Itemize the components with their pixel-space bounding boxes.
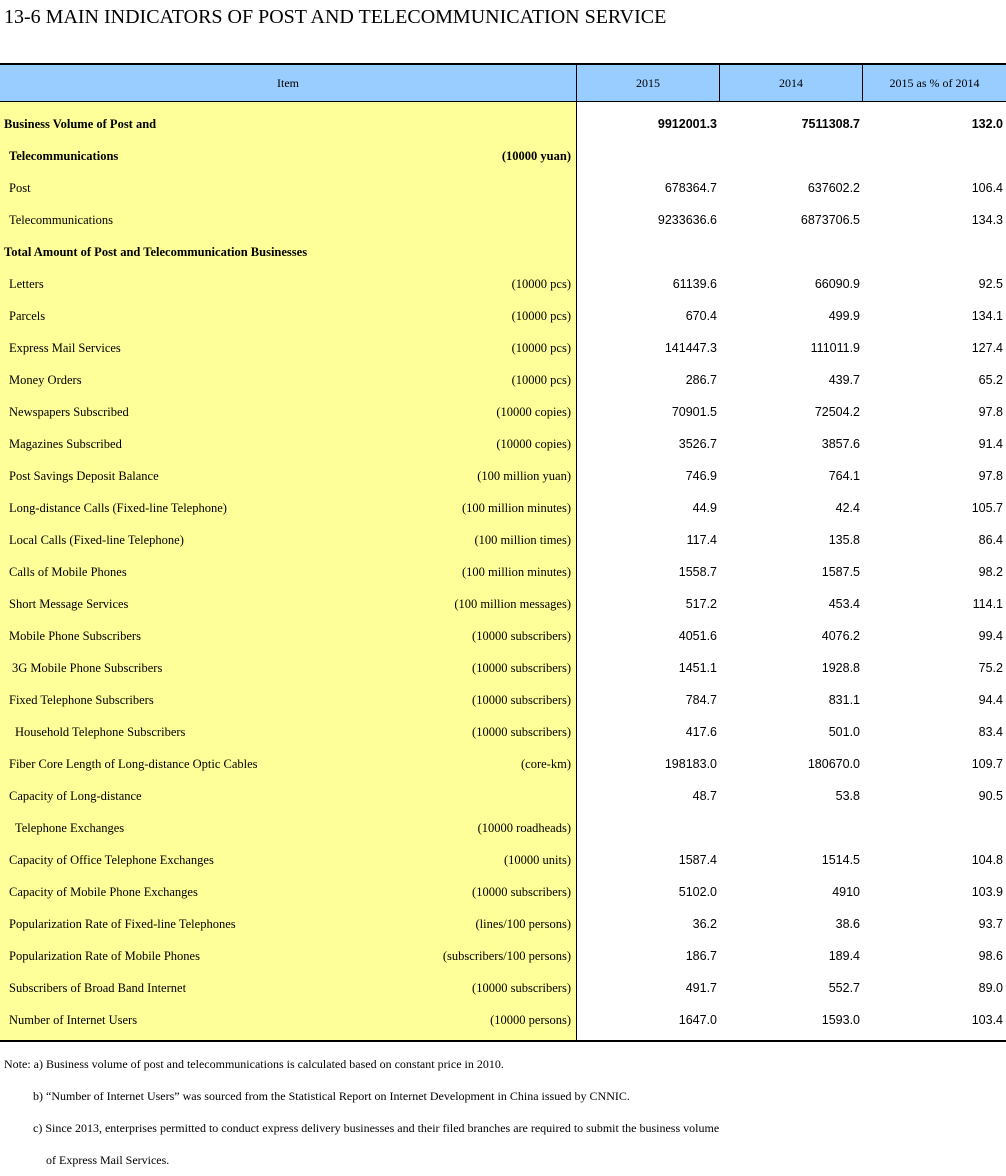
row-label: Newspapers Subscribed bbox=[9, 405, 129, 419]
table-row bbox=[0, 556, 1006, 588]
table-row bbox=[0, 332, 1006, 364]
value-2015: 1587.4 bbox=[678, 853, 717, 867]
table-row bbox=[0, 460, 1006, 492]
note-c: c) Since 2013, enterprises permitted to conduct express delivery businesses and their filed branches are required to submit the business volume bbox=[33, 1121, 720, 1135]
table-row bbox=[0, 1004, 1006, 1036]
table-row bbox=[0, 748, 1006, 780]
row-unit: (core-km) bbox=[521, 757, 571, 771]
table-row bbox=[0, 684, 1006, 716]
value-2014: 1928.8 bbox=[821, 661, 860, 675]
table-row bbox=[0, 844, 1006, 876]
row-label: Local Calls (Fixed-line Telephone) bbox=[9, 533, 184, 547]
value-2015: 61139.6 bbox=[672, 277, 717, 291]
value-pct: 134.1 bbox=[971, 309, 1003, 323]
value-pct: 91.4 bbox=[978, 437, 1003, 451]
row-unit: (10000 subscribers) bbox=[472, 693, 571, 707]
row-unit: (subscribers/100 persons) bbox=[442, 949, 571, 963]
value-2015: 9233636.6 bbox=[657, 213, 717, 227]
row-unit: (10000 subscribers) bbox=[472, 725, 571, 739]
value-2015: 491.7 bbox=[685, 981, 717, 995]
table-row bbox=[0, 172, 1006, 204]
value-pct: 75.2 bbox=[978, 661, 1003, 675]
value-2014: 1593.0 bbox=[821, 1013, 860, 1027]
value-2014: 53.8 bbox=[835, 789, 860, 803]
value-pct: 94.4 bbox=[978, 693, 1003, 707]
row-label: Magazines Subscribed bbox=[9, 437, 122, 451]
table-row bbox=[0, 780, 1006, 812]
row-label: Calls of Mobile Phones bbox=[9, 565, 127, 579]
row-unit: (10000 subscribers) bbox=[472, 661, 571, 675]
value-pct: 97.8 bbox=[978, 469, 1003, 483]
row-label: Capacity of Mobile Phone Exchanges bbox=[9, 885, 198, 899]
value-pct: 106.4 bbox=[971, 181, 1003, 195]
row-unit: (10000 subscribers) bbox=[472, 981, 571, 995]
table-row bbox=[0, 812, 1006, 844]
value-2015: 70901.5 bbox=[671, 405, 717, 419]
value-2015: 1558.7 bbox=[678, 565, 717, 579]
row-unit: (10000 copies) bbox=[496, 405, 571, 419]
value-pct: 109.7 bbox=[971, 757, 1003, 771]
row-label: Total Amount of Post and Telecommunication Businesses bbox=[4, 245, 308, 259]
row-label: 3G Mobile Phone Subscribers bbox=[12, 661, 163, 675]
table-row bbox=[0, 652, 1006, 684]
value-pct: 98.2 bbox=[978, 565, 1003, 579]
row-label: Post bbox=[9, 181, 31, 195]
row-unit: (100 million minutes) bbox=[461, 501, 571, 515]
row-label: Mobile Phone Subscribers bbox=[9, 629, 141, 643]
value-pct: 99.4 bbox=[978, 629, 1003, 643]
value-pct: 65.2 bbox=[978, 373, 1003, 387]
row-unit: (lines/100 persons) bbox=[475, 917, 571, 931]
row-unit: (10000 pcs) bbox=[511, 341, 571, 355]
value-2014: 453.4 bbox=[828, 597, 860, 611]
note-b: b) “Number of Internet Users” was sourced from the Statistical Report on Internet Development in China issued by CNNIC. bbox=[33, 1089, 630, 1103]
row-label: Long-distance Calls (Fixed-line Telephone) bbox=[9, 501, 227, 515]
value-2015: 670.4 bbox=[685, 309, 717, 323]
value-2014: 552.7 bbox=[828, 981, 860, 995]
value-pct: 93.7 bbox=[978, 917, 1003, 931]
table-row bbox=[0, 492, 1006, 524]
value-pct: 103.4 bbox=[971, 1013, 1003, 1027]
column-divider bbox=[719, 65, 720, 101]
header-pct: 2015 as % of 2014 bbox=[889, 76, 980, 90]
row-label: Capacity of Office Telephone Exchanges bbox=[9, 853, 214, 867]
row-unit: (10000 subscribers) bbox=[472, 885, 571, 899]
value-2014: 38.6 bbox=[835, 917, 860, 931]
value-pct: 104.8 bbox=[971, 853, 1003, 867]
value-2014: 499.9 bbox=[828, 309, 860, 323]
value-2014: 180670.0 bbox=[807, 757, 860, 771]
value-pct: 90.5 bbox=[978, 789, 1003, 803]
value-pct: 127.4 bbox=[971, 341, 1003, 355]
value-pct: 105.7 bbox=[971, 501, 1003, 515]
row-label: Number of Internet Users bbox=[9, 1013, 138, 1027]
value-2015: 198183.0 bbox=[664, 757, 717, 771]
table-row bbox=[0, 876, 1006, 908]
row-label: Parcels bbox=[9, 309, 46, 323]
value-2014: 1587.5 bbox=[821, 565, 860, 579]
row-unit: (10000 pcs) bbox=[511, 309, 571, 323]
value-2015: 1451.1 bbox=[678, 661, 717, 675]
row-label: Popularization Rate of Mobile Phones bbox=[9, 949, 200, 963]
value-2015: 36.2 bbox=[692, 917, 717, 931]
value-2015: 1647.0 bbox=[678, 1013, 717, 1027]
table-row bbox=[0, 940, 1006, 972]
row-label: Capacity of Long-distance bbox=[9, 789, 142, 803]
row-label: Post Savings Deposit Balance bbox=[9, 469, 159, 483]
value-2014: 501.0 bbox=[828, 725, 860, 739]
row-label: Subscribers of Broad Band Internet bbox=[9, 981, 187, 995]
row-label: Express Mail Services bbox=[9, 341, 121, 355]
table-row bbox=[0, 396, 1006, 428]
row-label: Business Volume of Post and bbox=[4, 117, 157, 131]
value-2015: 417.6 bbox=[685, 725, 717, 739]
row-unit: (10000 subscribers) bbox=[472, 629, 571, 643]
value-2015: 141447.3 bbox=[664, 341, 717, 355]
value-pct: 83.4 bbox=[978, 725, 1003, 739]
row-unit: (100 million minutes) bbox=[461, 565, 571, 579]
value-2014: 111011.9 bbox=[810, 341, 860, 355]
row-label: Telephone Exchanges bbox=[15, 821, 125, 835]
value-2014: 66090.9 bbox=[814, 277, 860, 291]
row-label: Telecommunications bbox=[9, 213, 113, 227]
table-row bbox=[0, 716, 1006, 748]
column-divider bbox=[862, 65, 863, 101]
value-2015: 4051.6 bbox=[678, 629, 717, 643]
value-2014: 72504.2 bbox=[814, 405, 860, 419]
value-2014: 42.4 bbox=[835, 501, 860, 515]
header-item: Item bbox=[277, 76, 299, 90]
value-2015: 186.7 bbox=[685, 949, 717, 963]
row-unit: (10000 pcs) bbox=[511, 373, 571, 387]
table-row bbox=[0, 620, 1006, 652]
value-2014: 3857.6 bbox=[821, 437, 860, 451]
value-2014: 831.1 bbox=[828, 693, 860, 707]
row-unit: (100 million times) bbox=[474, 533, 571, 547]
table-row bbox=[0, 364, 1006, 396]
page-title: 13-6 MAIN INDICATORS OF POST AND TELECOMMUNICATION SERVICE bbox=[4, 6, 667, 28]
table-row bbox=[0, 236, 1006, 268]
value-2015: 5102.0 bbox=[678, 885, 717, 899]
value-2014: 439.7 bbox=[828, 373, 860, 387]
value-pct: 103.9 bbox=[971, 885, 1003, 899]
value-2015: 9912001.3 bbox=[657, 117, 717, 131]
table-row bbox=[0, 588, 1006, 620]
value-2014: 6873706.5 bbox=[800, 213, 860, 227]
table-row bbox=[0, 268, 1006, 300]
row-label: Household Telephone Subscribers bbox=[15, 725, 186, 739]
table-row bbox=[0, 524, 1006, 556]
table-row bbox=[0, 108, 1006, 140]
row-unit: (10000 copies) bbox=[496, 437, 571, 451]
value-pct: 92.5 bbox=[978, 277, 1003, 291]
value-2014: 764.1 bbox=[828, 469, 860, 483]
row-unit: (10000 pcs) bbox=[511, 277, 571, 291]
note-c-continued: of Express Mail Services. bbox=[46, 1153, 170, 1167]
table-bottom-rule bbox=[0, 1040, 1006, 1042]
value-2015: 117.4 bbox=[686, 533, 717, 547]
row-unit: (10000 roadheads) bbox=[477, 821, 571, 835]
row-label: Fiber Core Length of Long-distance Optic Cables bbox=[9, 757, 258, 771]
value-2015: 44.9 bbox=[692, 501, 717, 515]
value-pct: 97.8 bbox=[978, 405, 1003, 419]
value-2015: 784.7 bbox=[685, 693, 717, 707]
header-2014: 2014 bbox=[779, 76, 803, 90]
row-label: Short Message Services bbox=[9, 597, 129, 611]
value-pct: 134.3 bbox=[971, 213, 1003, 227]
table-header bbox=[0, 65, 1006, 101]
value-pct: 89.0 bbox=[978, 981, 1003, 995]
value-2014: 135.8 bbox=[828, 533, 860, 547]
row-unit: (100 million messages) bbox=[454, 597, 571, 611]
value-2014: 1514.5 bbox=[821, 853, 860, 867]
row-unit: (10000 yuan) bbox=[501, 149, 571, 163]
value-pct: 86.4 bbox=[978, 533, 1003, 547]
row-label: Money Orders bbox=[9, 373, 82, 387]
row-unit: (10000 persons) bbox=[490, 1013, 571, 1027]
value-pct: 98.6 bbox=[978, 949, 1003, 963]
row-label: Fixed Telephone Subscribers bbox=[9, 693, 154, 707]
value-2014: 4076.2 bbox=[821, 629, 860, 643]
value-2015: 746.9 bbox=[685, 469, 717, 483]
value-2014: 7511308.7 bbox=[801, 117, 860, 131]
row-label: Popularization Rate of Fixed-line Telephones bbox=[9, 917, 236, 931]
value-2015: 3526.7 bbox=[678, 437, 717, 451]
value-2015: 678364.7 bbox=[664, 181, 717, 195]
value-2014: 637602.2 bbox=[807, 181, 860, 195]
value-2015: 48.7 bbox=[692, 789, 717, 803]
row-unit: (100 million yuan) bbox=[477, 469, 571, 483]
table-row bbox=[0, 140, 1006, 172]
row-unit: (10000 units) bbox=[503, 853, 571, 867]
table-row bbox=[0, 300, 1006, 332]
row-label: Telecommunications bbox=[9, 149, 119, 163]
table-row bbox=[0, 972, 1006, 1004]
row-label: Letters bbox=[9, 277, 44, 291]
value-pct: 132.0 bbox=[971, 117, 1003, 131]
table-row bbox=[0, 204, 1006, 236]
table-row bbox=[0, 428, 1006, 460]
value-2015: 517.2 bbox=[685, 597, 717, 611]
value-2014: 189.4 bbox=[828, 949, 860, 963]
value-2015: 286.7 bbox=[685, 373, 717, 387]
table-row bbox=[0, 908, 1006, 940]
value-2014: 4910 bbox=[832, 885, 860, 899]
header-2015: 2015 bbox=[636, 76, 660, 90]
note-a: Note: a) Business volume of post and telecommunications is calculated based on constant price in 2010. bbox=[4, 1057, 504, 1071]
value-pct: 114.1 bbox=[972, 597, 1003, 611]
